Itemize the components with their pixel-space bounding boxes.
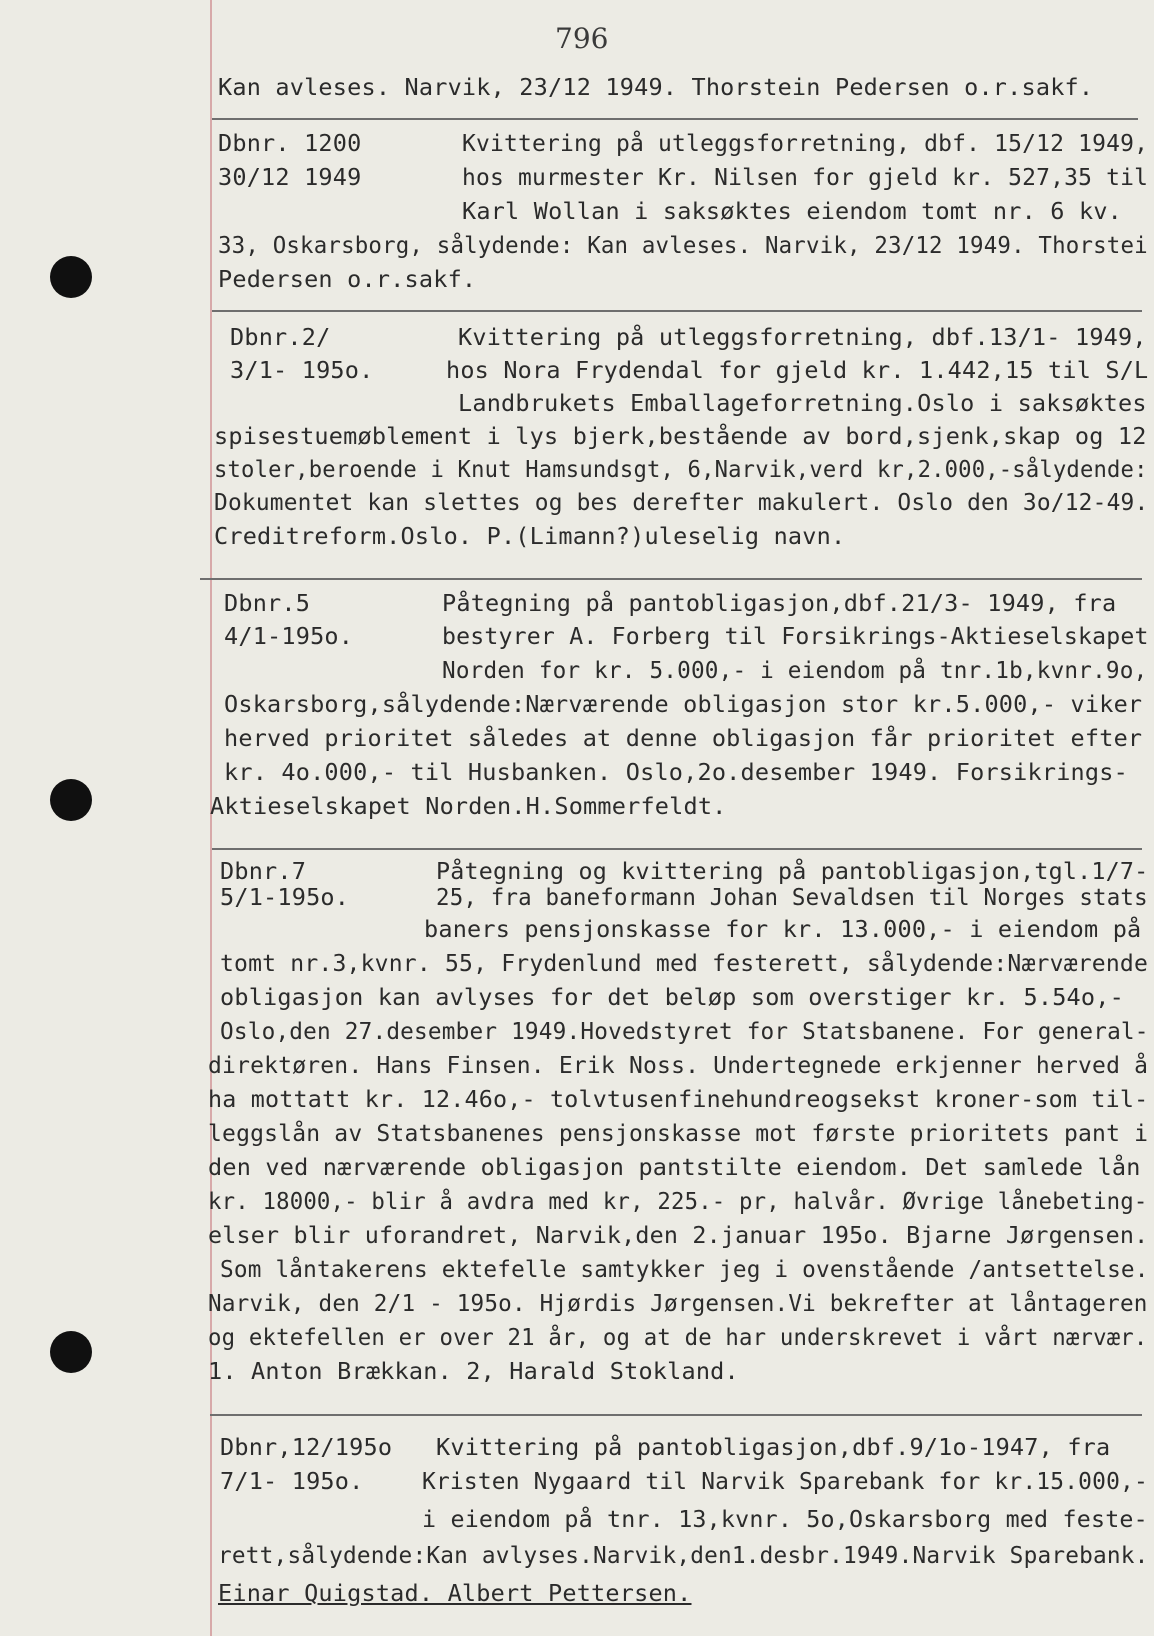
entry-text-line: den ved nærværende obligasjon pantstilte eiendom. Det samlede lån	[208, 1153, 1141, 1181]
entry-text-line: ha mottatt kr. 12.46o,- tolvtusenfinehundreogsekst kroner-som til-	[208, 1085, 1149, 1113]
entry-divider	[212, 848, 1142, 850]
entry-text-line: direktøren. Hans Finsen. Erik Noss. Undertegnede erkjenner herved å	[208, 1051, 1149, 1079]
entry-ref-number: Dbnr,12/195o	[220, 1433, 393, 1461]
entry-text-line: Som låntakerens ektefelle samtykker jeg i ovenstående /antsettelse.	[220, 1255, 1149, 1283]
punch-hole	[50, 256, 92, 298]
entry-text-line: Norden for kr. 5.000,- i eiendom på tnr.1b,kvnr.9o,	[442, 656, 1148, 684]
entry-divider	[210, 1414, 1142, 1416]
entry-text-line: Dokumentet kan slettes og bes derefter makulert. Oslo den 3o/12-49.	[214, 488, 1149, 516]
entry-text-line: rett,sålydende:Kan avlyses.Narvik,den1.desbr.1949.Narvik Sparebank.	[218, 1541, 1149, 1569]
entry-divider	[212, 118, 1138, 120]
entry-text-line: bestyrer A. Forberg til Forsikrings-Aktieselskapet	[442, 622, 1149, 650]
entry-text-line: obligasjon kan avlyses for det beløp som overstiger kr. 5.54o,-	[220, 983, 1124, 1011]
entry-divider	[200, 578, 1142, 580]
entry-ref-number: Dbnr.5	[224, 589, 311, 617]
entry-ref-date: 5/1-195o.	[220, 883, 350, 911]
entry-ref-date: 3/1- 195o.	[230, 356, 374, 384]
entry-text-line: Kvittering på utleggsforretning, dbf. 15/12 1949,	[462, 129, 1149, 157]
entry-text-line: Oslo,den 27.desember 1949.Hovedstyret for Statsbanene. For general-	[220, 1017, 1149, 1045]
entry-text-line: Påtegning på pantobligasjon,dbf.21/3- 1949, fra	[442, 589, 1117, 617]
page-number: 796	[555, 22, 609, 55]
entry-text-line: Creditreform.Oslo. P.(Limann?)uleselig navn.	[214, 522, 846, 550]
entry-text-line: Einar Quigstad. Albert Pettersen.	[218, 1579, 692, 1607]
entry-text-line: i eiendom på tnr. 13,kvnr. 5o,Oskarsborg med feste-	[422, 1505, 1148, 1533]
entry-text-line: leggslån av Statsbanenes pensjonskasse mot første prioritets pant i	[208, 1119, 1149, 1147]
entry-text-line: hos murmester Kr. Nilsen for gjeld kr. 527,35 til	[462, 163, 1149, 191]
entry-text-line: kr. 4o.000,- til Husbanken. Oslo,2o.desember 1949. Forsikrings-	[224, 758, 1128, 786]
entry-text-line: stoler,beroende i Knut Hamsundsgt, 6,Narvik,verd kr,2.000,-sålydende:	[214, 455, 1148, 483]
entry-text-line: Påtegning og kvittering på pantobligasjon,tgl.1/7-	[436, 857, 1149, 885]
entry-text-line: Kristen Nygaard til Narvik Sparebank for kr.15.000,-	[422, 1467, 1148, 1495]
entry-text-line: tomt nr.3,kvnr. 55, Frydenlund med festerett, sålydende:Nærværende	[220, 949, 1149, 977]
entry-text-line: Aktieselskapet Norden.H.Sommerfeldt.	[210, 792, 727, 820]
entry-ref-number: Dbnr.2/	[230, 323, 331, 351]
entry-ref-number: Dbnr.7	[220, 857, 307, 885]
entry-text-line: 25, fra baneformann Johan Sevaldsen til Norges stats	[436, 883, 1148, 911]
entry-text-line: Karl Wollan i saksøktes eiendom tomt nr. 6 kv.	[462, 197, 1123, 225]
entry-text-line: Narvik, den 2/1 - 195o. Hjørdis Jørgensen.Vi bekrefter at låntageren	[208, 1289, 1148, 1317]
entry-ref-number: Dbnr. 1200	[218, 129, 362, 157]
entry-ref-date: 7/1- 195o.	[220, 1467, 364, 1495]
entry-text-line: baners pensjonskasse for kr. 13.000,- i eiendom på	[424, 915, 1142, 943]
entry-ref-date: 30/12 1949	[218, 163, 362, 191]
entry-text-line: hos Nora Frydendal for gjeld kr. 1.442,15 til S/L	[446, 356, 1149, 384]
entry-ref-date: 4/1-195o.	[224, 622, 354, 650]
entry-text-line: Kvittering på utleggsforretning, dbf.13/1- 1949,	[458, 323, 1147, 351]
punch-hole	[50, 779, 92, 821]
punch-hole	[50, 1331, 92, 1373]
entry-text-line: spisestuemøblement i lys bjerk,bestående av bord,sjenk,skap og 12	[214, 422, 1147, 450]
entry-text-line: Oskarsborg,sålydende:Nærværende obligasjon stor kr.5.000,- viker	[224, 690, 1143, 718]
entry-divider	[212, 310, 1142, 312]
entry-text-line: kr. 18000,- blir å avdra med kr, 225.- pr, halvår. Øvrige lånebeting-	[208, 1187, 1148, 1215]
entry-text-line: Landbrukets Emballageforretning.Oslo i saksøktes	[458, 389, 1147, 417]
header-line: Kan avleses. Narvik, 23/12 1949. Thorstein Pedersen o.r.sakf.	[218, 73, 1094, 101]
entry-text-line: 1. Anton Brækkan. 2, Harald Stokland.	[208, 1357, 739, 1385]
entry-text-line: Kvittering på pantobligasjon,dbf.9/1o-1947, fra	[436, 1433, 1111, 1461]
entry-text-line: elser blir uforandret, Narvik,den 2.januar 195o. Bjarne Jørgensen.	[208, 1221, 1149, 1249]
entry-text-line: herved prioritet således at denne obligasjon får prioritet efter	[224, 724, 1143, 752]
entry-text-line: Pedersen o.r.sakf.	[218, 265, 477, 293]
entry-text-line: og ektefellen er over 21 år, og at de har underskrevet i vårt nærvær.	[208, 1323, 1148, 1351]
entry-text-line: 33, Oskarsborg, sålydende: Kan avleses. Narvik, 23/12 1949. Thorstei	[218, 231, 1148, 259]
